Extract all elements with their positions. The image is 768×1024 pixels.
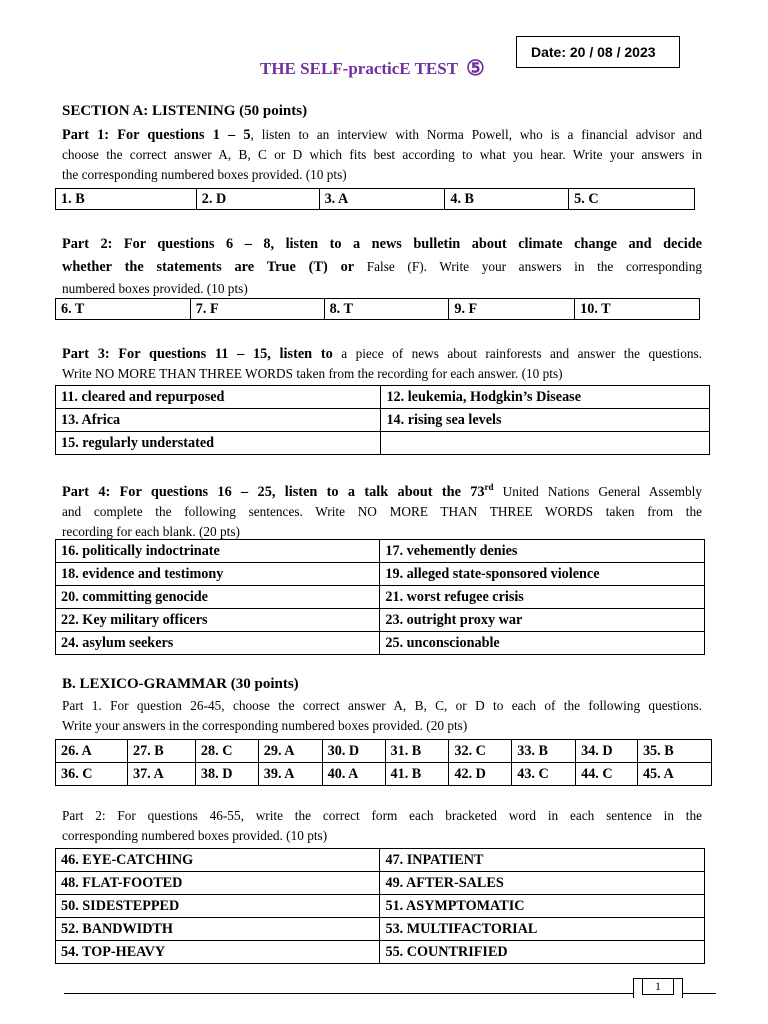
part4-answer-table: [55, 539, 705, 655]
answer-cell: 17. vehemently denies: [380, 540, 705, 563]
answer-cell: 8. T: [324, 299, 449, 320]
answer-cell: 39. A: [258, 763, 322, 786]
table-row: [56, 849, 705, 872]
table-row: [56, 918, 705, 941]
table-row: [56, 299, 700, 320]
part4-lead: [62, 484, 494, 500]
answer-cell: 21. worst refugee crisis: [380, 586, 705, 609]
answer-cell: 41. B: [385, 763, 449, 786]
table-row: [56, 632, 705, 655]
part2-instructions: [62, 233, 702, 299]
answer-cell: 25. unconscionable: [380, 632, 705, 655]
answer-cell: 13. Africa: [56, 409, 381, 432]
test-title: [260, 56, 485, 81]
table-row: [56, 386, 710, 409]
lexico-part2-line1: Part 2: For questions 46-55, write the correct form each bracketed word in each sentence in the: [62, 808, 702, 823]
answer-cell: 5. C: [569, 189, 695, 210]
table-row: [56, 409, 710, 432]
part1-lead: Part 1: For questions 1 – 5: [62, 127, 251, 143]
answer-cell: 46. EYE-CATCHING: [56, 849, 380, 872]
answer-cell: 14. rising sea levels: [381, 409, 710, 432]
answer-cell: 34. D: [576, 740, 638, 763]
part2-line1: Part 2: For questions 6 – 8, listen to a news bulletin about climate change and decide: [62, 236, 702, 252]
part1-line2: choose the correct answer A, B, C or D which fits best according to what you hear. Write your answers in: [62, 147, 702, 162]
footer-rule: [64, 993, 716, 994]
part3-line1-rest: a piece of news about rainforests and answer the questions.: [332, 346, 703, 361]
answer-cell: 7. F: [190, 299, 324, 320]
part2-answer-table: [55, 298, 700, 320]
answer-cell: [381, 432, 710, 455]
part3-answer-table: [55, 385, 710, 455]
table-row: [56, 563, 705, 586]
answer-cell: 22. Key military officers: [56, 609, 380, 632]
answer-cell: 4. B: [445, 189, 569, 210]
answer-cell: 31. B: [385, 740, 449, 763]
answer-cell: 19. alleged state-sponsored violence: [380, 563, 705, 586]
part1-line3: the corresponding numbered boxes provided. (10 pts): [62, 167, 347, 182]
part2-line2-lead: whether the statements are True (T) or: [62, 259, 355, 275]
test-title-text: THE SELF-practicE TEST: [260, 59, 458, 78]
part1-line1: , listen to an interview with Norma Powell, who is a financial advisor and: [250, 127, 702, 142]
answer-cell: 43. C: [512, 763, 576, 786]
answer-cell: 29. A: [258, 740, 322, 763]
part2-line3: numbered boxes provided. (10 pts): [62, 281, 248, 296]
lexico-part1-answer-table: [55, 739, 712, 786]
part4-lead-text: Part 4: For questions 16 – 25, listen to a talk about the 73: [62, 483, 485, 500]
answer-cell: 16. politically indoctrinate: [56, 540, 380, 563]
table-row: [56, 872, 705, 895]
part4-line1-rest: United Nations General Assembly: [493, 483, 702, 499]
answer-cell: 35. B: [637, 740, 711, 763]
answer-cell: 51. ASYMPTOMATIC: [380, 895, 705, 918]
table-row: [56, 941, 705, 964]
answer-cell: 48. FLAT-FOOTED: [56, 872, 380, 895]
answer-cell: 38. D: [195, 763, 258, 786]
part1-answer-table: [55, 188, 695, 210]
answer-cell: 23. outright proxy war: [380, 609, 705, 632]
answer-cell: 55. COUNTRIFIED: [380, 941, 705, 964]
answer-cell: 6. T: [56, 299, 191, 320]
answer-cell: 30. D: [322, 740, 385, 763]
answer-cell: 49. AFTER-SALES: [380, 872, 705, 895]
part4-line3: recording for each blank. (20 pts): [62, 523, 240, 539]
part4-lead-sup: rd: [484, 482, 494, 492]
answer-cell: 10. T: [575, 299, 700, 320]
answer-cell: 32. C: [449, 740, 512, 763]
table-row: [56, 189, 695, 210]
lexico-part1-line1: Part 1. For question 26-45, choose the correct answer A, B, C, or D to each of the following questions.: [62, 698, 702, 713]
lexico-part2-instructions: [62, 806, 702, 846]
answer-cell: 36. C: [56, 763, 128, 786]
part3-line2: Write NO MORE THAN THREE WORDS taken from the recording for each answer. (10 pts): [62, 366, 563, 381]
answer-cell: 11. cleared and repurposed: [56, 386, 381, 409]
table-row: [56, 540, 705, 563]
answer-cell: 18. evidence and testimony: [56, 563, 380, 586]
answer-cell: 15. regularly understated: [56, 432, 381, 455]
answer-cell: 53. MULTIFACTORIAL: [380, 918, 705, 941]
answer-cell: 40. A: [322, 763, 385, 786]
answer-cell: 44. C: [576, 763, 638, 786]
answer-cell: 12. leukemia, Hodgkin’s Disease: [381, 386, 710, 409]
answer-cell: 45. A: [637, 763, 711, 786]
answer-cell: 37. A: [127, 763, 195, 786]
page-number: 1: [642, 978, 674, 995]
answer-cell: 52. BANDWIDTH: [56, 918, 380, 941]
answer-cell: 50. SIDESTEPPED: [56, 895, 380, 918]
table-row: [56, 432, 710, 455]
answer-cell: 1. B: [56, 189, 197, 210]
section-b-heading: B. LEXICO-GRAMMAR (30 points): [62, 676, 299, 692]
answer-cell: 20. committing genocide: [56, 586, 380, 609]
part2-line2-rest: False (F). Write your answers in the corresponding: [354, 259, 703, 274]
answer-cell: 26. A: [56, 740, 128, 763]
answer-cell: 27. B: [127, 740, 195, 763]
part4-line2: and complete the following sentences. Write NO MORE THAN THREE WORDS taken from the: [62, 503, 702, 519]
answer-cell: 54. TOP-HEAVY: [56, 941, 380, 964]
answer-cell: 28. C: [195, 740, 258, 763]
part4-instructions: [62, 477, 702, 542]
date-box: Date: 20 / 08 / 2023: [516, 36, 680, 68]
part1-instructions: [62, 125, 702, 185]
section-a-heading: SECTION A: LISTENING (50 points): [62, 103, 308, 119]
table-row: [56, 586, 705, 609]
lexico-part1-instructions: [62, 696, 702, 736]
lexico-part2-answer-table: [55, 848, 705, 964]
answer-cell: 24. asylum seekers: [56, 632, 380, 655]
part3-lead: Part 3: For questions 11 – 15, listen to: [62, 346, 333, 362]
table-row: [56, 895, 705, 918]
lexico-part1-line2: Write your answers in the corresponding numbered boxes provided. (20 pts): [62, 718, 468, 733]
lexico-part2-line2: corresponding numbered boxes provided. (10 pts): [62, 828, 328, 843]
circled-number: ⑤: [466, 56, 485, 80]
answer-cell: 42. D: [449, 763, 512, 786]
answer-cell: 2. D: [196, 189, 319, 210]
table-row: [56, 740, 712, 763]
part3-instructions: [62, 344, 702, 384]
answer-cell: 47. INPATIENT: [380, 849, 705, 872]
answer-cell: 3. A: [319, 189, 445, 210]
answer-cell: 33. B: [512, 740, 576, 763]
table-row: [56, 609, 705, 632]
table-row: [56, 763, 712, 786]
answer-cell: 9. F: [449, 299, 575, 320]
